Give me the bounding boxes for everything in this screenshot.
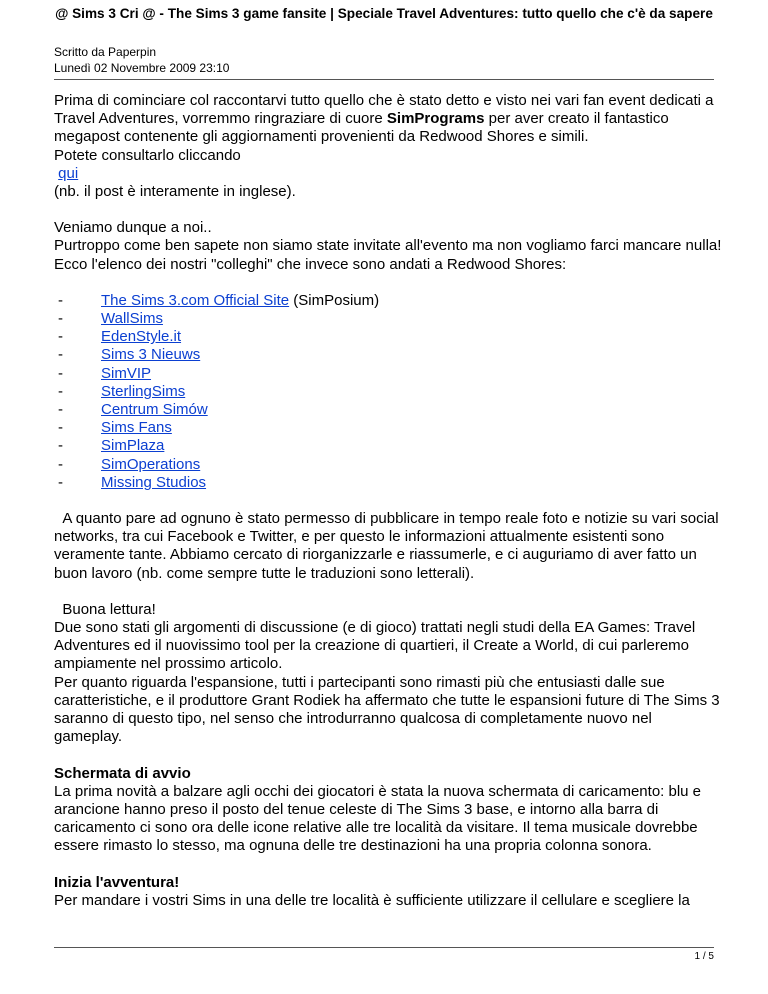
site-list-item	[54, 292, 724, 310]
paragraph4-line2: Due sono stati gli argomenti di discussione (e di gioco) trattati negli studi della EA Games: Travel Adventures ed il nuovissimo tool per la creazione di quartieri, il Create a World, di cui parleremo ampiamente nel prossimo articolo.	[54, 619, 696, 673]
site-link[interactable]: SimPlaza	[101, 437, 165, 455]
site-link[interactable]: Sims 3 Nieuws	[101, 346, 201, 364]
qui-link[interactable]: qui	[58, 164, 79, 182]
intro-text-end: per aver creato il fantastico megapost contenente gli aggiornamenti provenienti da Redwood Shores e simili.	[54, 110, 669, 146]
site-list-item	[54, 310, 724, 328]
site-link[interactable]: Centrum Simów	[101, 401, 208, 419]
intro-text: Prima di cominciare col raccontarvi tutto quello che è stato detto e visto nei vari fan event dedicati a Travel Adventures, vorremmo ringraziare di cuore	[54, 92, 714, 128]
site-link[interactable]: SimVIP	[101, 364, 152, 382]
list-dash: -	[58, 310, 63, 328]
site-suffix: (SimPosium)	[289, 291, 380, 309]
site-link[interactable]: The Sims 3.com Official Site	[101, 291, 290, 309]
list-dash: -	[58, 291, 63, 309]
site-list-item	[54, 419, 724, 437]
list-dash: -	[58, 382, 63, 400]
list-dash: -	[58, 346, 63, 364]
site-list-item	[54, 346, 724, 364]
buona-lettura-text: Buona lettura!	[62, 600, 156, 618]
site-list-item	[54, 365, 724, 383]
site-link[interactable]: EdenStyle.it	[101, 328, 182, 346]
site-link[interactable]: Sims Fans	[101, 419, 172, 437]
page-number: 1 / 5	[694, 951, 714, 962]
intro-paragraph	[54, 92, 724, 147]
list-dash: -	[58, 455, 63, 473]
section2-line1: Veniamo dunque a noi..	[54, 219, 212, 237]
heading-inizia-avventura: Inizia l'avventura!	[54, 873, 180, 891]
page-header-title: @ Sims 3 Cri @ - The Sims 3 game fansite | Speciale Travel Adventures: tutto quello che c'è da sapere	[55, 6, 713, 21]
date-line: Lunedì 02 Novembre 2009 23:10	[54, 61, 230, 75]
site-link[interactable]: Missing Studios	[101, 473, 207, 491]
article-body	[54, 92, 724, 910]
sites-list	[54, 292, 724, 492]
schermata-avvio-text: La prima novità a balzare agli occhi dei giocatori è stata la nuova schermata di caricamento: blu e arancione hanno preso il posto del tenue celeste di The Sims 3 base, e intorno alla barra di caricamento ci sono ora delle icone relative alle tre località da visitare. Il tema musicale dovrebbe essere rimasto lo stesso, ma ognuna delle tre destinazioni ha una propria colonna sonora.	[54, 782, 702, 855]
header-divider	[54, 79, 714, 80]
list-dash: -	[58, 328, 63, 346]
simprograms-bold: SimPrograms	[386, 110, 485, 128]
qui-line	[54, 165, 724, 183]
site-list-item	[54, 437, 724, 455]
section2-line2: Purtroppo come ben sapete non siamo state invitate all'evento ma non vogliamo farci mancare nulla! Ecco l'elenco dei nostri "colleghi" che invece sono andati a Redwood Shores:	[54, 237, 722, 273]
paragraph3-text: A quanto pare ad ognuno è stato permesso di pubblicare in tempo reale foto e notizie su vari social networks, tra cui Facebook e Twitter, e per questo le informazioni attualmente esistenti sono veramente tante. Abbiamo cercato di riorganizzarle e riassumerle, e ci auguriamo di aver fatto un buon lavoro (nb. come sempre tutte le traduzioni sono letterali).	[54, 510, 719, 582]
site-list-item	[54, 383, 724, 401]
list-dash: -	[58, 401, 63, 419]
site-list-item	[54, 474, 724, 492]
heading-schermata-avvio: Schermata di avvio	[54, 764, 191, 782]
consult-line: Potete consultarlo cliccando	[54, 146, 241, 164]
footer-divider	[54, 947, 714, 948]
site-list-item	[54, 456, 724, 474]
site-list-item	[54, 328, 724, 346]
site-link[interactable]: SimOperations	[101, 455, 201, 473]
list-dash: -	[58, 364, 63, 382]
note-line: (nb. il post è interamente in inglese).	[54, 183, 296, 201]
inizia-avventura-text: Per mandare i vostri Sims in una delle tre località è sufficiente utilizzare il cellulare e scegliere la	[54, 891, 690, 909]
paragraph3	[54, 510, 724, 583]
author-line: Scritto da Paperpin	[54, 45, 157, 59]
list-dash: -	[58, 473, 63, 491]
site-link[interactable]: SterlingSims	[101, 382, 186, 400]
site-link[interactable]: WallSims	[101, 310, 163, 328]
list-dash: -	[58, 419, 63, 437]
buona-lettura	[54, 601, 724, 619]
paragraph4-line3: Per quanto riguarda l'espansione, tutti i partecipanti sono rimasti più che entusiasti dalle sue caratteristiche, e il produttore Grant Rodiek ha affermato che tutte le espansioni future di The Sims 3 saranno di questo tipo, nel senso che introdurranno qualcosa di completamente nuovo nel gameplay.	[54, 673, 720, 746]
site-list-item	[54, 401, 724, 419]
list-dash: -	[58, 437, 63, 455]
